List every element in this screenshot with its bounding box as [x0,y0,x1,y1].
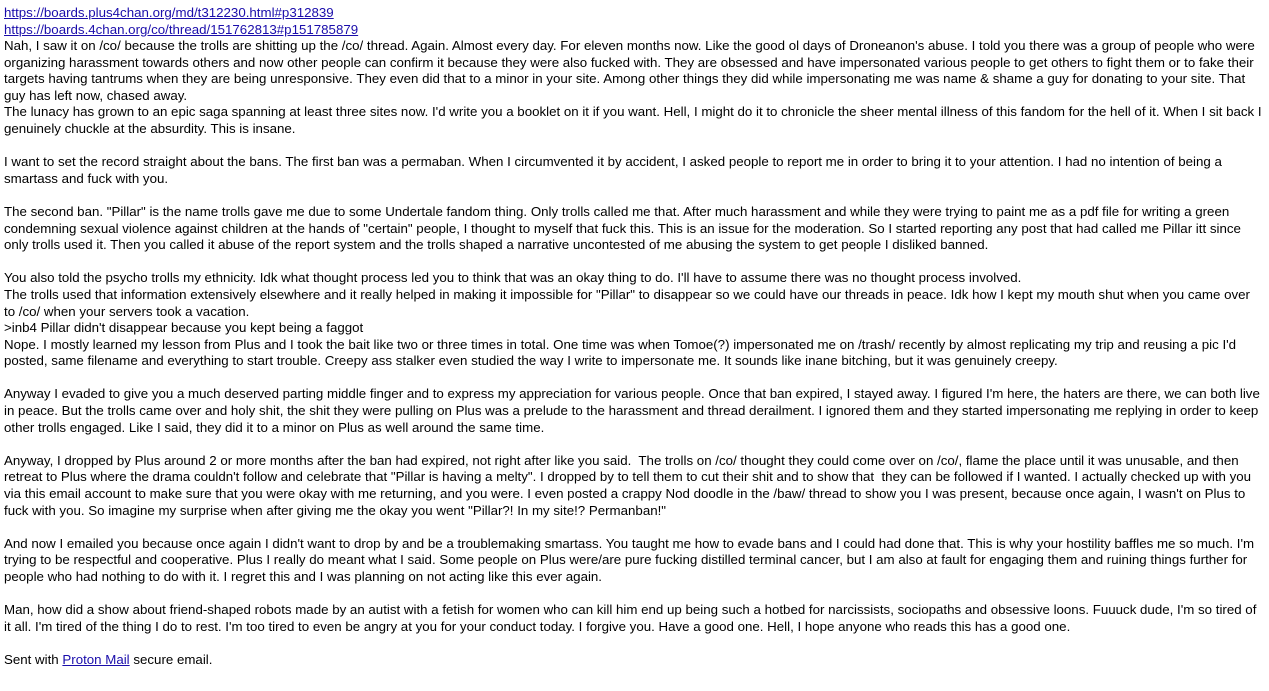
paragraph: You also told the psycho trolls my ethnicity. Idk what thought process led you to think that was an okay thing to do. I'll have to assume there was no thought process involved. [4,270,1022,286]
signature-prefix: Sent with [4,651,63,667]
spacer [4,436,1263,453]
spacer [4,519,1263,536]
link-row [4,21,1263,38]
spacer [4,187,1263,204]
paragraph: Anyway, I dropped by Plus around 2 or more months after the ban had expired, not right after like you said. The trolls on /co/ thought they could come over on /co/, flame the place until it was unusable, and then retreat to Plus where the drama couldn't follow and celebrate that "Pillar is having a melty". I dropped by to tell them to cut their shit and to show that they can be followed if I wanted. I actually checked up with you via this email account to make sure that you were okay with me returning, and you were. I even posted a crappy Nod doodle in the /baw/ thread to show you I was present, because once again, I wasn't on Plus to fuck with you. So imagine my surprise when after giving me the okay you went "Pillar?! In my site!? Permanban!" [4,452,1255,518]
paragraph: Nah, I saw it on /co/ because the trolls are shitting up the /co/ thread. Again. Almost every day. For eleven months now. Like the good ol days of Droneanon's abuse. I told you there was a group of people who were organizing harassment towards others and now other people can confirm it because they were also fucked with. They are obsessed and have impersonated various people to get others to fight them or to fake their targets having tantrums when they are being unresponsive. They even did that to a minor in your site. Among other things they did while impersonating me was name & shame a guy for donating to your site. That guy has left now, chased away. [4,38,1259,103]
spacer [4,635,1263,652]
header-links [4,4,1263,38]
spacer [4,254,1263,271]
paragraph: I want to set the record straight about the bans. The first ban was a permaban. When I circumvented it by accident, I asked people to report me in order to bring it to your attention. I had no intention of being a smartass and fuck with you. [4,154,1226,186]
paragraph: Man, how did a show about friend-shaped robots made by an autist with a fetish for women who can kill him end up being such a hotbed for narcissists, sociopaths and obsessive loons. Fuuuck dude, I'm so tired of it all. I'm tired of the thing I do to rest. I'm too tired to even be angry at you for your conduct today. I forgive you. Have a good one. Hell, I hope anyone who reads this has a good one. [4,602,1261,634]
paragraph: The lunacy has grown to an epic saga spanning at least three sites now. I'd write you a booklet on it if you want. Hell, I might do it to chronicle the sheer mental illness of this fandom for the hell of it. When I sit back I genuinely chuckle at the absurdity. This is insane. [4,104,1266,136]
paragraph: Nope. I mostly learned my lesson from Plus and I took the bait like two or three times in total. One time was when Tomoe(?) impersonated me on /trash/ recently by almost replicating my trip and reusing a pic I'd posted, same filename and everything to start trouble. Creepy ass stalker even studied the way I write to impersonate me. It sounds like inane bitching, but it was genuinely creepy. [4,336,1240,369]
email-signature [4,652,1263,669]
paragraph: The second ban. "Pillar" is the name trolls gave me due to some Undertale fandom thing. Only trolls called me that. After much harassment and while they were trying to paint me as a pdf file for writing a green condemning sexual violence against children at the hands of "certain" people, I thought to myself that fuck this. This is an issue for the moderation. So I started reporting any post that had called me Pillar itt since only trolls used it. Then you called it abuse of the report system and the trolls shaped a narrative uncontested of me abusing the system to get people I disliked banned. [4,203,1245,253]
spacer [4,370,1263,387]
spacer [4,586,1263,603]
spacer [4,138,1263,155]
paragraph: The trolls used that information extensively elsewhere and it really helped in making it impossible for "Pillar" to disappear so we could have our threads in peace. Idk how I kept my mouth shut when you came over to /co/ when your servers took a vacation. [4,286,1254,319]
paragraph: Anyway I evaded to give you a much deserved parting middle finger and to express my appreciation for various people. Once that ban expired, I stayed away. I figured I'm here, the haters are there, we can both live in peace. But the trolls came over and holy shit, the shit they were pulling on Plus was a prelude to the harassment and thread derailment. I ignored them and they started impersonating me replying in order to keep other trolls engaged. Like I said, they did it to a minor on Plus as well around the same time. [4,386,1264,435]
link-row [4,4,1263,21]
proton-mail-link[interactable]: Proton Mail [62,651,130,667]
signature-suffix: secure email. [129,651,213,667]
4chan-thread-link[interactable]: https://boards.4chan.org/co/thread/151762813#p151785879 [4,22,359,37]
paragraph: And now I emailed you because once again I didn't want to drop by and be a troublemaking smartass. You taught me how to evade bans and I could had done that. This is why your hostility baffles me so much. I'm trying to be respectful and cooperative. Plus I really do meant what I said. Some people on Plus were/are pure fucking distilled terminal cancer, but I am also at fault for engaging them and ruining things further for people who had nothing to do with it. I regret this and I was planning on not acting like this ever again. [4,535,1258,584]
plus4chan-thread-link[interactable]: https://boards.plus4chan.org/md/t312230.html#p312839 [4,5,334,20]
quoted-line: >inb4 Pillar didn't disappear because you kept being a faggot [4,320,364,336]
